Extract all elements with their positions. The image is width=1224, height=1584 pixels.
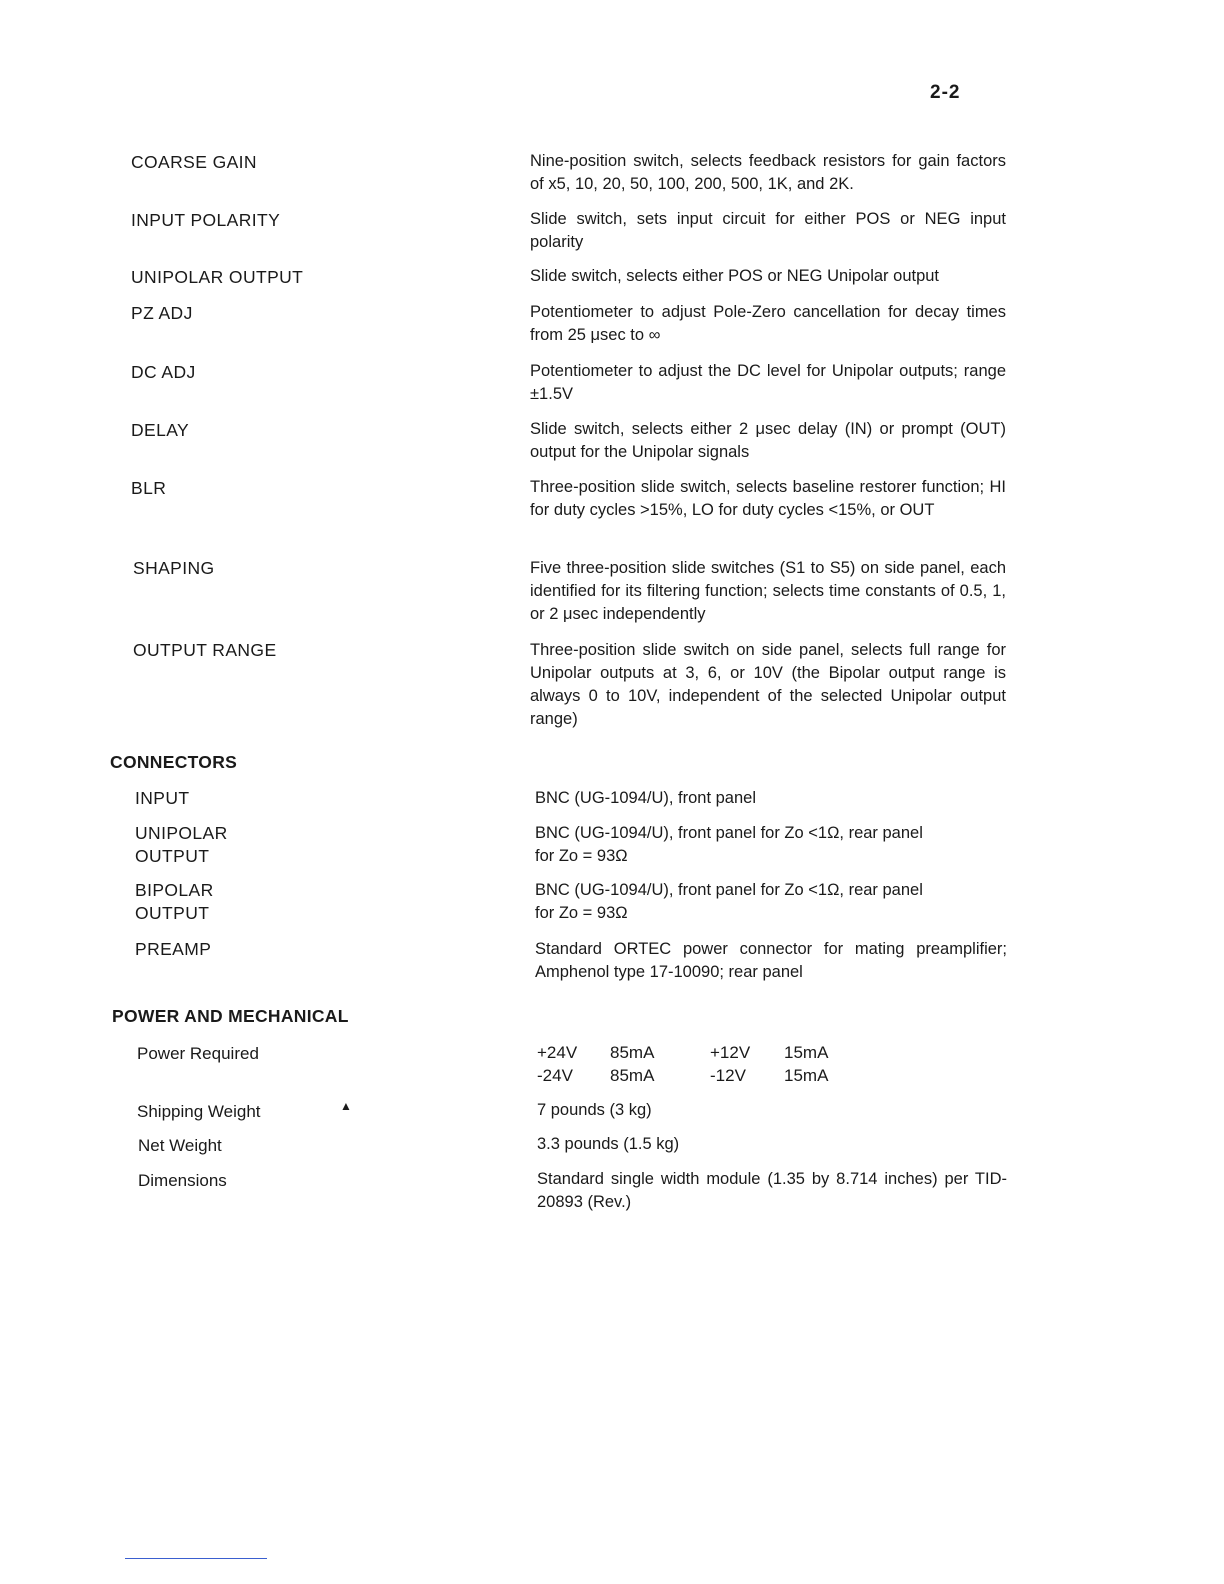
- power-row: [537, 1041, 864, 1064]
- spec-description: Potentiometer to adjust Pole-Zero cancellation for decay times from 25 μsec to ∞: [530, 303, 1006, 344]
- power-cell: 85mA: [610, 1066, 655, 1085]
- connector-label: INPUT: [135, 788, 190, 808]
- spec-label: SHAPING: [133, 558, 215, 578]
- power-cell: 15mA: [784, 1066, 829, 1085]
- power-cell: -24V: [537, 1066, 573, 1085]
- connector-label: PREAMP: [135, 939, 212, 959]
- spec-label: UNIPOLAR OUTPUT: [131, 267, 304, 287]
- power-cell: +12V: [710, 1043, 751, 1062]
- connector-description: BNC (UG-1094/U), front panel for Zo <1Ω, rear panel for Zo = 93Ω: [535, 824, 923, 865]
- connector-description: Standard ORTEC power connector for mating preamplifier; Amphenol type 17-10090; rear panel: [535, 940, 1007, 981]
- power-cell: -12V: [710, 1066, 746, 1085]
- power-cell: +24V: [537, 1043, 578, 1062]
- connector-label: UNIPOLAR OUTPUT: [135, 823, 228, 866]
- spec-label: BLR: [131, 478, 167, 498]
- section-heading-connectors: CONNECTORS: [110, 752, 238, 772]
- power-required-label: Power Required: [137, 1044, 259, 1063]
- spec-label: PZ ADJ: [131, 303, 193, 323]
- spec-description: Slide switch, selects either 2 μsec delay (IN) or prompt (OUT) output for the Unipolar signals: [530, 420, 1006, 461]
- spec-description: Nine-position switch, selects feedback resistors for gain factors of x5, 10, 20, 50, 100, 200, 500, 1K, and 2K.: [530, 152, 1006, 193]
- connector-label: BIPOLAR OUTPUT: [135, 880, 214, 923]
- connector-description: BNC (UG-1094/U), front panel: [535, 789, 757, 807]
- mech-description: 3.3 pounds (1.5 kg): [537, 1135, 680, 1153]
- spec-description: Three-position slide switch on side panel, selects full range for Unipolar outputs at 3, 6, or 10V (the Bipolar output range is always 0 to 10V, independent of the selected Unipolar output range): [530, 641, 1006, 728]
- spec-label: COARSE GAIN: [131, 152, 257, 172]
- mech-label: Dimensions: [138, 1171, 227, 1190]
- power-cell: 85mA: [610, 1043, 655, 1062]
- spec-description: Slide switch, sets input circuit for either POS or NEG input polarity: [530, 210, 1006, 251]
- spec-label: DC ADJ: [131, 362, 196, 382]
- mech-description: 7 pounds (3 kg): [537, 1101, 652, 1119]
- power-cell: 15mA: [784, 1043, 829, 1062]
- spec-description: Three-position slide switch, selects baseline restorer function; HI for duty cycles >15%, LO for duty cycles <15%, or OUT: [530, 478, 1006, 519]
- section-heading-power-mechanical: POWER AND MECHANICAL: [112, 1006, 349, 1026]
- triangle-mark-icon: ▲: [340, 1099, 352, 1113]
- mech-label: Net Weight: [138, 1136, 222, 1155]
- spec-description: Potentiometer to adjust the DC level for Unipolar outputs; range ±1.5V: [530, 362, 1006, 403]
- spec-description: Slide switch, selects either POS or NEG Unipolar output: [530, 267, 940, 285]
- spec-label: DELAY: [131, 420, 190, 440]
- power-row: [537, 1064, 864, 1087]
- footnote-rule: [125, 1558, 267, 1559]
- spec-label: INPUT POLARITY: [131, 210, 281, 230]
- mech-description: Standard single width module (1.35 by 8.714 inches) per TID-20893 (Rev.): [537, 1170, 1007, 1211]
- spec-description: Five three-position slide switches (S1 to S5) on side panel, each identified for its filtering function; selects time constants of 0.5, 1, or 2 μsec independently: [530, 559, 1006, 623]
- connector-description: BNC (UG-1094/U), front panel for Zo <1Ω, rear panel for Zo = 93Ω: [535, 881, 923, 922]
- power-table: [537, 1041, 864, 1087]
- page-number: 2-2: [930, 82, 961, 103]
- mech-label: Shipping Weight: [137, 1102, 261, 1121]
- spec-label: OUTPUT RANGE: [133, 640, 277, 660]
